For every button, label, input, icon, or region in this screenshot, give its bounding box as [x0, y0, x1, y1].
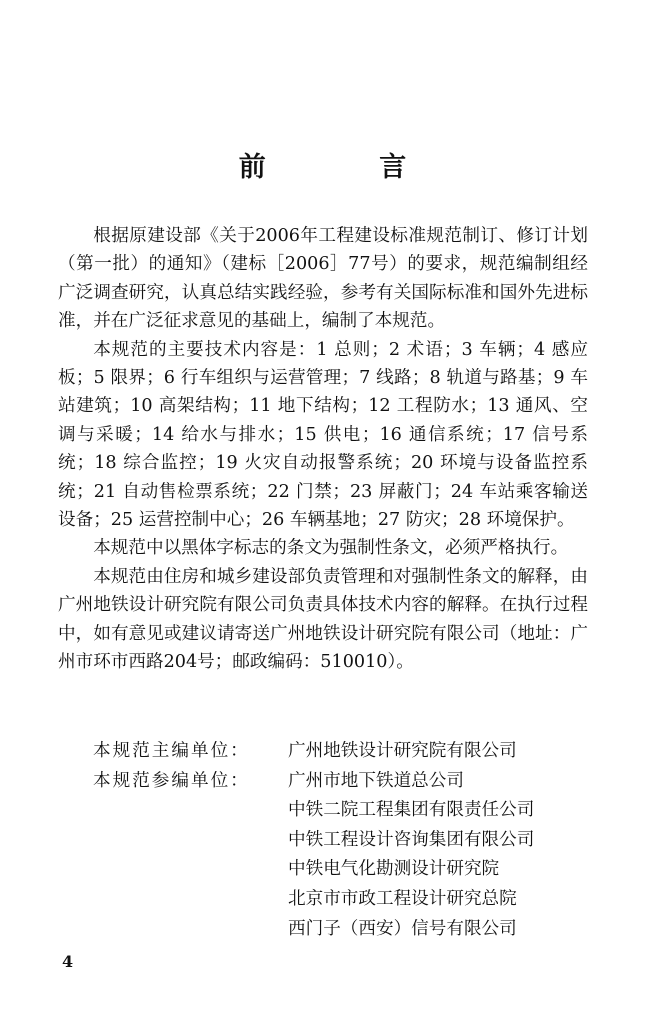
paragraph-basis: 根据原建设部《关于2006年工程建设标准规范制订、修订计划（第一批）的通知》（建标［2006］77号）的要求，规范编制组经广泛调查研究，认真总结实践经验，参考有关国际标准和国外先进标准，并在广泛征求意见的基础上，编制了本规范。: [58, 226, 588, 332]
page-title: 前 言: [238, 152, 459, 183]
participating-unit: 广州市地下铁道总公司: [288, 770, 464, 791]
participating-unit: 北京市市政工程设计研究总院: [288, 888, 517, 909]
page-number: 4: [62, 952, 74, 971]
participating-unit-list: [58, 796, 588, 944]
paragraph-mandatory-provisions: 本规范中以黑体字标志的条文为强制性条文，必须严格执行。: [93, 538, 569, 559]
participating-editor-label: 本规范参编单位：: [93, 770, 250, 791]
preface-body: [58, 222, 588, 677]
paragraph-technical-contents: 本规范的主要技术内容是：1 总则；2 术语；3 车辆；4 感应板；5 限界；6 行车组织与运营管理；7 线路；8 轨道与路基；9 车站建筑；10 高架结构；11 地下结构；12 工程防水；13 通风、空调与采暖；14 给水与排水；15 供电；16 通信系统；17 信号系统；18 综合监控；19 火灾自动报警系统；20 环境与设备监控系统；21 自动售检票系统；22 门禁；23 屏蔽门；24 车站乘客输送设备；25 运营控制中心；26 车辆基地；27 防灾；28 环境保护。: [58, 339, 588, 531]
participating-unit: 中铁二院工程集团有限责任公司: [288, 800, 535, 821]
participating-unit: 中铁电气化勘测设计研究院: [288, 859, 500, 880]
chief-editor-label: 本规范主编单位：: [93, 741, 250, 761]
participating-editor-row: [58, 767, 588, 797]
participating-unit: 中铁工程设计咨询集团有限公司: [288, 829, 535, 850]
participating-unit: 西门子（西安）信号有限公司: [288, 918, 517, 939]
chief-editor-unit: 广州地铁设计研究院有限公司: [288, 741, 517, 761]
paragraph-administration: 本规范由住房和城乡建设部负责管理和对强制性条文的解释，由广州地铁设计研究院有限公司负责具体技术内容的解释。在执行过程中，如有意见或建议请寄送广州地铁设计研究院有限公司（地址：广州市环市西路204号；邮政编码：510010）。: [58, 566, 588, 673]
chief-editor-row: [58, 737, 588, 767]
editing-units: [58, 737, 588, 944]
